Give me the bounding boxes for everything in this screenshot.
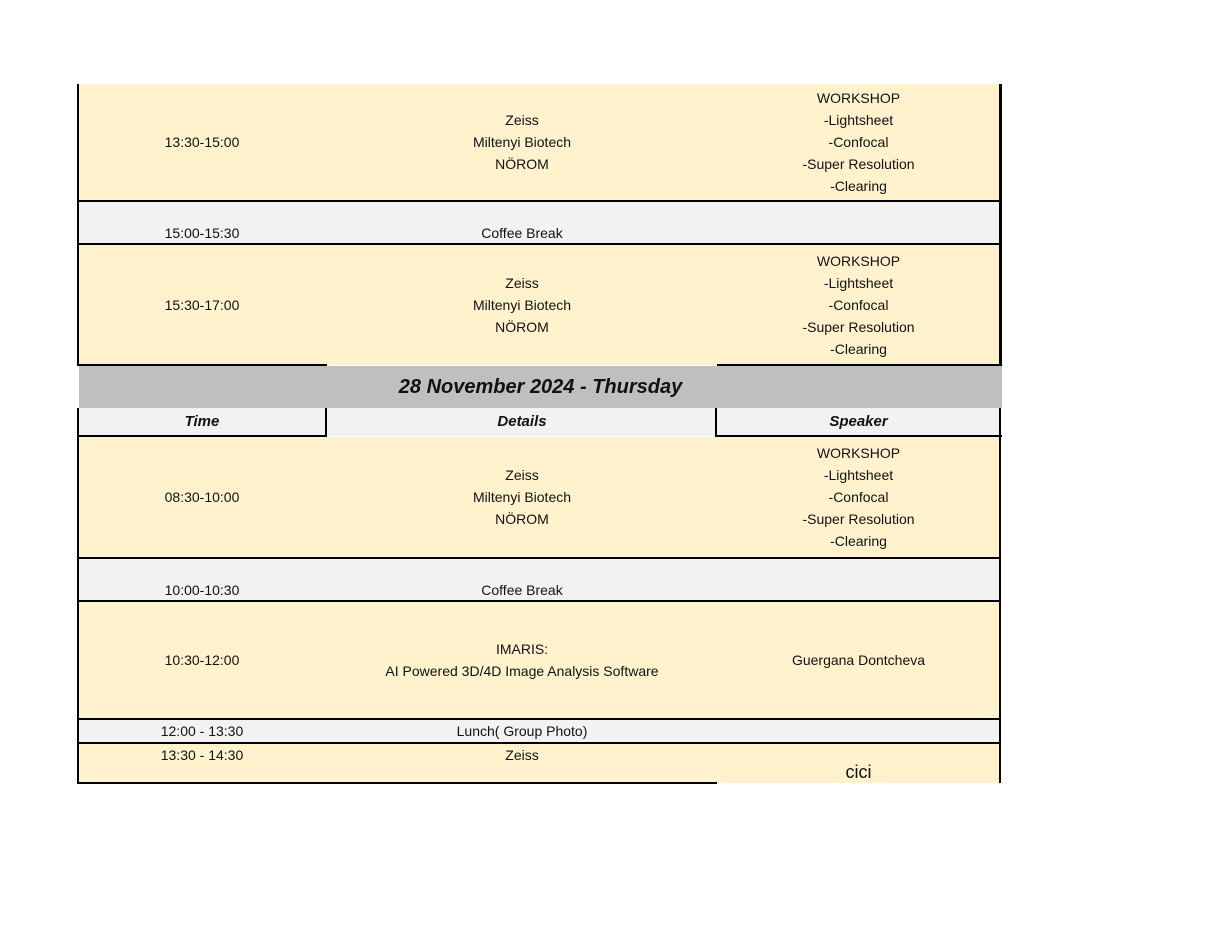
details-cell: Lunch( Group Photo) — [456, 723, 588, 739]
border-right — [999, 84, 1002, 366]
speaker-header: Speaker — [829, 413, 888, 430]
details-cell: Zeiss — [505, 747, 539, 763]
details-cell: Coffee Break — [481, 225, 563, 241]
row-divider — [77, 200, 1002, 202]
table-row — [77, 720, 1000, 742]
speaker-cell: cici — [845, 762, 872, 782]
speaker-cell: WORKSHOP -Lightsheet -Confocal -Super Resolution -Clearing — [802, 253, 915, 357]
time-cell: 08:30-10:00 — [164, 489, 240, 505]
row-divider — [77, 782, 717, 784]
row-divider — [77, 364, 327, 366]
table-row — [77, 602, 1000, 718]
speaker-cell: WORKSHOP -Lightsheet -Confocal -Super Resolution -Clearing — [802, 445, 915, 549]
time-cell: 15:30-17:00 — [164, 297, 240, 313]
details-cell: IMARIS: AI Powered 3D/4D Image Analysis Software — [385, 641, 659, 679]
row-divider — [77, 718, 1001, 720]
header-divider — [715, 408, 717, 436]
time-cell: 12:00 - 13:30 — [160, 723, 244, 739]
time-cell: 15:00-15:30 — [164, 225, 240, 241]
table-row — [77, 559, 1000, 601]
border-left — [77, 408, 79, 783]
details-cell: Zeiss Miltenyi Biotech NÖROM — [472, 112, 572, 172]
details-cell: Zeiss Miltenyi Biotech NÖROM — [472, 275, 572, 335]
row-divider — [77, 742, 1001, 744]
border-left — [77, 84, 79, 366]
details-cell: Coffee Break — [481, 582, 563, 598]
table-row — [77, 202, 1000, 244]
speaker-cell: Guergana Dontcheva — [791, 652, 926, 668]
row-divider — [715, 435, 1002, 437]
table-header-row — [77, 408, 1000, 436]
header-divider — [325, 408, 327, 436]
time-cell: 10:30-12:00 — [164, 652, 240, 668]
details-cell: Zeiss Miltenyi Biotech NÖROM — [472, 467, 572, 527]
time-header: Time — [184, 413, 220, 430]
time-cell: 10:00-10:30 — [164, 582, 240, 598]
table-row — [77, 245, 1000, 365]
time-cell: 13:30-15:00 — [164, 134, 240, 150]
table-row — [77, 744, 1000, 783]
day-header: 28 November 2024 - Thursday — [79, 366, 1002, 408]
row-divider — [717, 364, 1002, 366]
details-header: Details — [497, 413, 547, 430]
table-row — [77, 84, 1000, 200]
table-row — [77, 437, 1000, 557]
row-divider — [77, 435, 327, 437]
row-divider — [77, 557, 1001, 559]
speaker-cell: WORKSHOP -Lightsheet -Confocal -Super Resolution -Clearing — [802, 90, 915, 194]
border-right — [999, 408, 1001, 783]
row-divider — [77, 600, 1001, 602]
row-divider — [77, 243, 1002, 245]
time-cell: 13:30 - 14:30 — [160, 747, 244, 763]
